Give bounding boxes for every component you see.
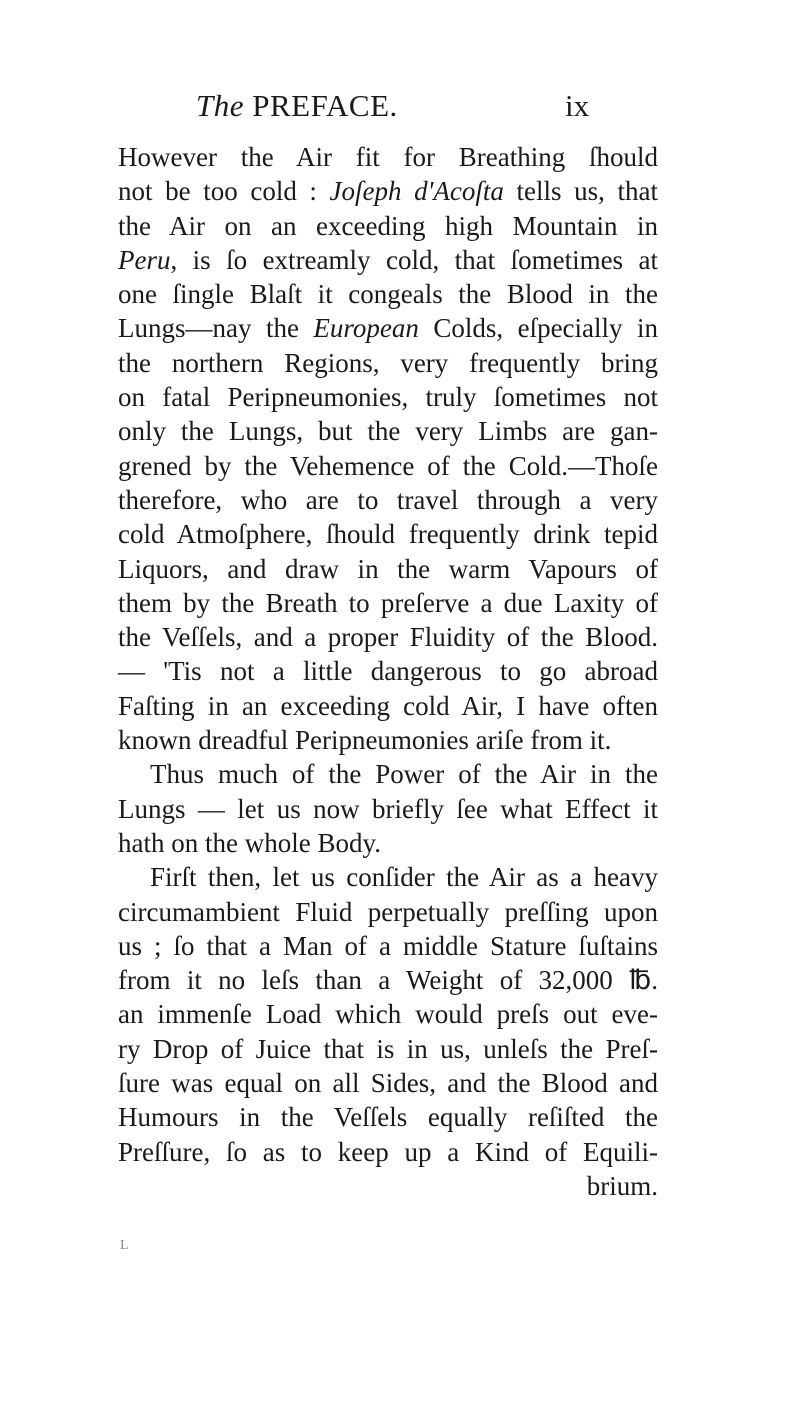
text-line	[118, 654, 658, 688]
text-line	[118, 792, 658, 826]
text-run: us ; ſo that a Man of a middle Stature ſuſtains	[118, 930, 658, 961]
text-run: Thus much of the Power of the Air in the	[150, 759, 658, 790]
italic-text-run: European	[313, 313, 419, 344]
text-run: hath on the whole Body.	[118, 827, 381, 858]
text-run: Lungs—nay the	[118, 313, 314, 344]
running-title-main: PREFACE.	[244, 88, 398, 123]
text-line	[118, 140, 658, 174]
signature-mark: L	[120, 1238, 129, 1253]
text-run: Liquors, and draw in the warm Vapours of	[118, 553, 658, 584]
text-line	[118, 620, 658, 654]
text-run: Lungs — let us now briefly ſee what Effect it	[118, 793, 658, 824]
text-run: the northern Regions, very frequently bring	[118, 347, 658, 378]
text-line	[118, 689, 658, 723]
text-line	[118, 929, 658, 963]
text-run: the Veſſels, and a proper Fluidity of the Blood.	[118, 622, 658, 653]
text-run: cold Atmoſphere, ſhould frequently drink tepid	[118, 519, 658, 550]
running-title	[196, 88, 398, 124]
text-line	[118, 1100, 658, 1134]
text-line	[118, 174, 658, 208]
text-line	[118, 483, 658, 517]
text-run: them by the Breath to preſerve a due Laxity of	[118, 587, 658, 618]
text-line	[118, 1169, 658, 1203]
text-run: grened by the Vehemence of the Cold.—Thoſe	[118, 450, 658, 481]
running-title-prefix: The	[196, 88, 244, 123]
page-number: ix	[565, 88, 590, 123]
text-line	[118, 586, 658, 620]
text-run: the Air on an exceeding high Mountain in	[118, 210, 658, 241]
text-run: therefore, who are to travel through a very	[118, 484, 658, 515]
text-run: only the Lungs, but the very Limbs are gan-	[118, 416, 658, 447]
text-run: one ſingle Blaſt it congeals the Blood in the	[118, 279, 658, 310]
text-run: an immenſe Load which would preſs out eve-	[118, 999, 658, 1030]
text-run: However the Air fit for Breathing ſhould	[118, 142, 658, 172]
text-line	[118, 723, 658, 757]
text-run: ry Drop of Juice that is in us, unleſs the Preſ-	[118, 1033, 658, 1064]
text-line	[118, 1135, 658, 1169]
text-line	[118, 1066, 658, 1100]
text-line	[118, 209, 658, 243]
text-run: from it no leſs than a Weight of 32,000 ℔.	[118, 965, 658, 996]
text-run: on fatal Peripneumonies, truly ſometimes not	[118, 382, 658, 413]
body-text	[118, 140, 658, 1203]
text-run: , is ſo extreamly cold, that ſometimes at	[170, 244, 658, 275]
text-line	[118, 963, 658, 997]
text-line	[118, 997, 658, 1031]
text-run: not be too cold :	[118, 176, 330, 207]
text-line	[118, 346, 658, 380]
text-run: — 'Tis not a little dangerous to go abroad	[118, 656, 658, 687]
text-line	[118, 277, 658, 311]
text-line	[118, 243, 658, 277]
running-head	[196, 88, 596, 128]
text-line	[118, 1032, 658, 1066]
text-line	[118, 414, 658, 448]
text-line	[118, 380, 658, 414]
text-line	[118, 757, 658, 791]
text-run: brium.	[586, 1170, 658, 1201]
text-run: Faſting in an exceeding cold Air, I have often	[118, 690, 658, 721]
text-line	[118, 826, 658, 860]
text-run: circumambient Fluid perpetually preſſing upon	[118, 896, 658, 927]
italic-text-run: Peru	[118, 244, 171, 275]
text-run: ſure was equal on all Sides, and the Blood and	[118, 1068, 658, 1099]
text-run: Preſſure, ſo as to keep up a Kind of Equili-	[118, 1136, 658, 1167]
text-run: tells us, that	[503, 176, 658, 207]
text-line	[118, 449, 658, 483]
text-run: Colds, eſpecially in	[418, 313, 658, 344]
text-line	[118, 895, 658, 929]
text-line	[118, 311, 658, 345]
text-run: known dreadful Peripneumonies ariſe from it.	[118, 725, 612, 756]
italic-text-run: Joſeph d'Acoſta	[329, 176, 504, 207]
text-run: Firſt then, let us conſider the Air as a heavy	[150, 862, 658, 893]
text-line	[118, 517, 658, 551]
text-line	[118, 552, 658, 586]
text-run: Humours in the Veſſels equally reſiſted the	[118, 1102, 658, 1133]
text-line	[118, 860, 658, 894]
